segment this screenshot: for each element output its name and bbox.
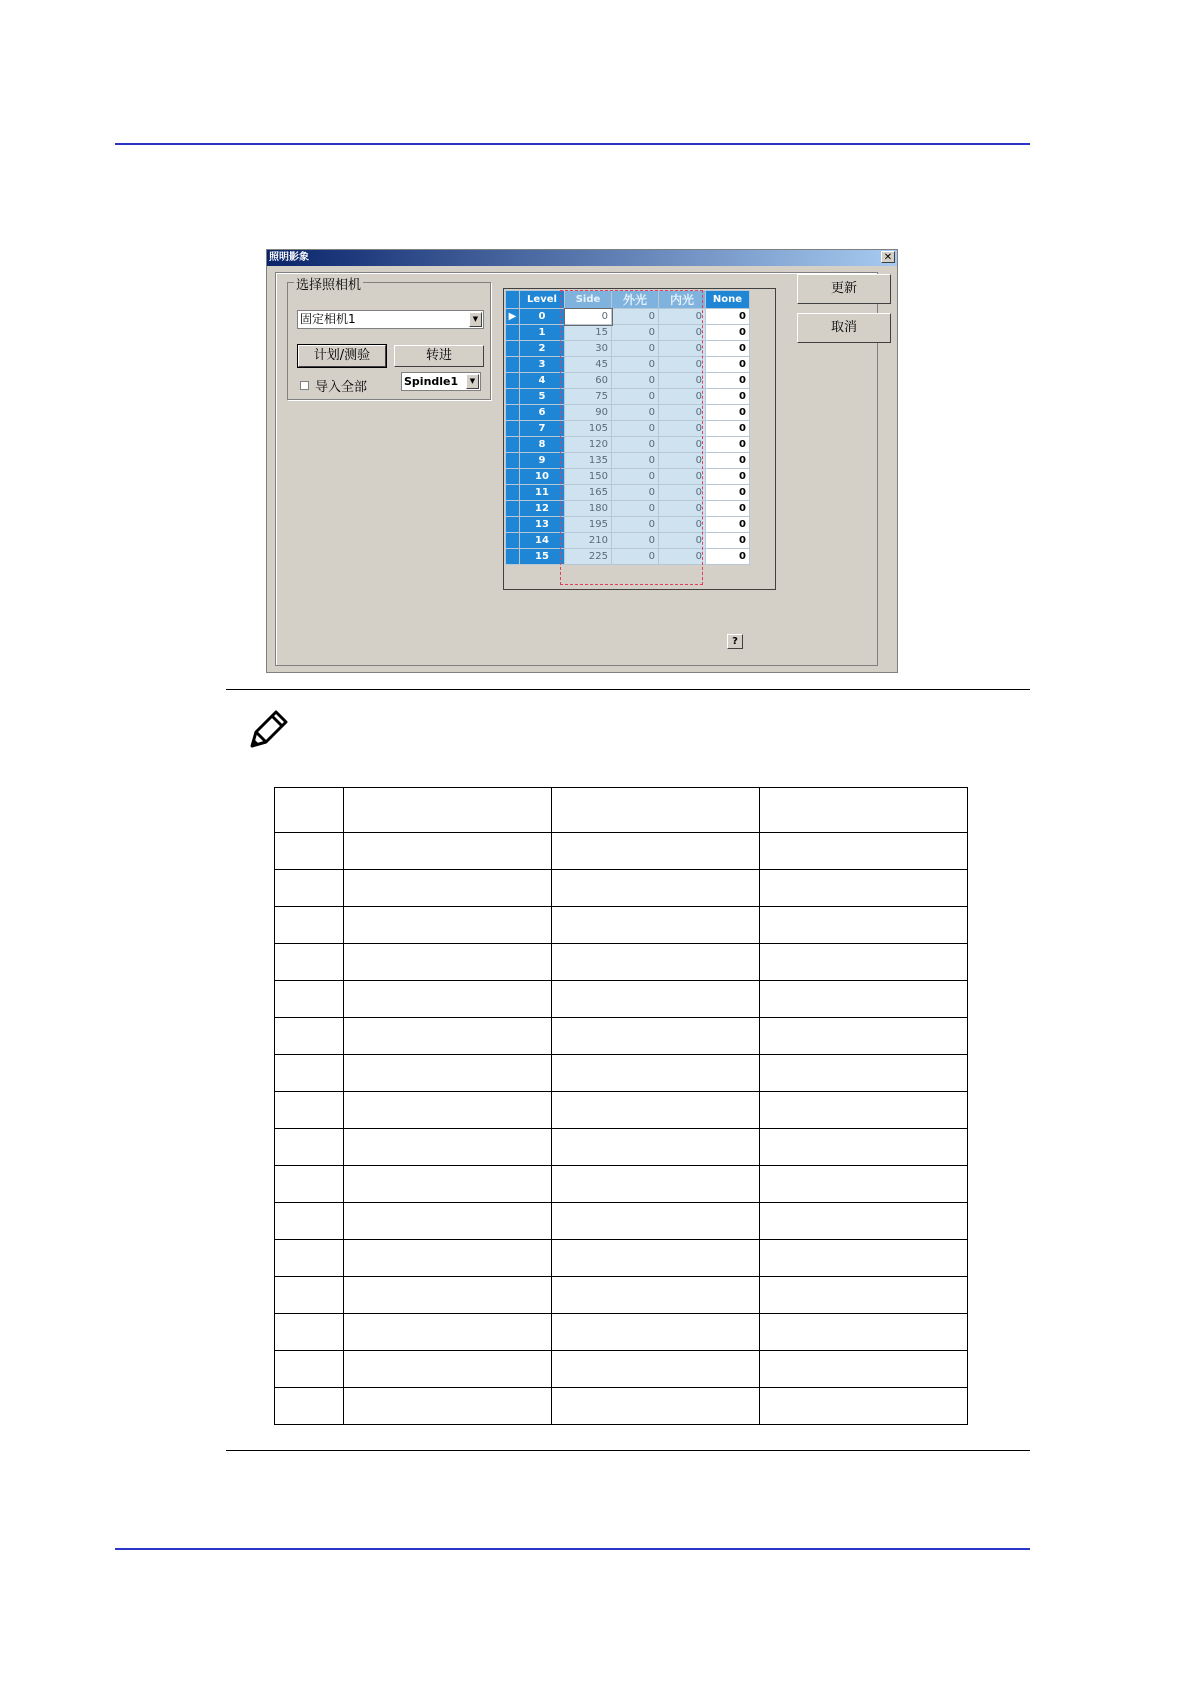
grid-cell-none[interactable]: 0 (706, 549, 750, 565)
blank-table-cell (552, 1203, 760, 1240)
grid-cell-outer-light[interactable]: 0 (612, 549, 659, 565)
blank-table-row (275, 1388, 968, 1425)
grid-cell-inner-light[interactable]: 0 (659, 469, 706, 485)
grid-cell-none[interactable]: 0 (706, 437, 750, 453)
row-indicator (506, 549, 520, 565)
grid-cell-inner-light[interactable]: 0 (659, 373, 706, 389)
blank-table-cell (760, 1240, 968, 1277)
grid-cell-none[interactable]: 0 (706, 453, 750, 469)
grid-cell-level: 11 (520, 485, 565, 501)
blank-table-cell (760, 1055, 968, 1092)
update-button[interactable]: 更新 (797, 274, 891, 304)
grid-cell-outer-light[interactable]: 0 (612, 501, 659, 517)
blank-table-row (275, 1018, 968, 1055)
blank-table-cell (344, 907, 552, 944)
chevron-down-icon[interactable]: ▼ (466, 374, 479, 389)
grid-cell-outer-light[interactable]: 0 (612, 485, 659, 501)
blank-table-cell (552, 1314, 760, 1351)
grid-row[interactable] (506, 485, 750, 501)
grid-cell-outer-light[interactable]: 0 (612, 405, 659, 421)
grid-cell-level: 10 (520, 469, 565, 485)
grid-cell-side[interactable]: 120 (565, 437, 612, 453)
blank-table-row (275, 1166, 968, 1203)
grid-cell-inner-light[interactable]: 0 (659, 309, 706, 325)
blank-table-cell (760, 788, 968, 833)
grid-cell-level: 8 (520, 437, 565, 453)
blank-table-cell (344, 833, 552, 870)
blank-table-cell (552, 981, 760, 1018)
blank-table-row (275, 1129, 968, 1166)
grid-cell-level: 0 (520, 309, 565, 325)
grid-cell-none[interactable]: 0 (706, 517, 750, 533)
grid-cell-outer-light[interactable]: 0 (612, 373, 659, 389)
blank-table-row (275, 870, 968, 907)
grid-cell-side[interactable]: 0 (565, 309, 612, 325)
blank-table-cell (275, 944, 344, 981)
blank-table-cell (552, 870, 760, 907)
blank-table-cell (552, 1388, 760, 1425)
row-indicator (506, 501, 520, 517)
grid-cell-inner-light[interactable]: 0 (659, 437, 706, 453)
blank-table-cell (760, 1129, 968, 1166)
grid-cell-level: 5 (520, 389, 565, 405)
grid-cell-none[interactable]: 0 (706, 389, 750, 405)
blank-table-cell (552, 833, 760, 870)
grid-cell-outer-light[interactable]: 0 (612, 517, 659, 533)
row-indicator (506, 357, 520, 373)
blank-table-cell (760, 1166, 968, 1203)
grid-cell-outer-light[interactable]: 0 (612, 469, 659, 485)
blank-table-cell (344, 1092, 552, 1129)
grid-cell-inner-light[interactable]: 0 (659, 405, 706, 421)
camera-select[interactable] (297, 310, 484, 329)
blank-table-cell (344, 1351, 552, 1388)
blank-table-cell (760, 1203, 968, 1240)
camera-select-value: 固定相机1 (300, 312, 356, 326)
blank-table-cell (275, 1166, 344, 1203)
grid-cell-none[interactable]: 0 (706, 341, 750, 357)
row-indicator (506, 341, 520, 357)
grid-cell-inner-light[interactable]: 0 (659, 453, 706, 469)
grid-cell-none[interactable]: 0 (706, 405, 750, 421)
blank-table-cell (552, 1092, 760, 1129)
plan-test-button[interactable]: 计划/测验 (298, 345, 386, 367)
grid-cell-level: 7 (520, 421, 565, 437)
blank-table-cell (760, 833, 968, 870)
blank-table-cell (552, 1240, 760, 1277)
grid-cell-level: 12 (520, 501, 565, 517)
grid-cell-side[interactable]: 210 (565, 533, 612, 549)
blank-table-cell (344, 981, 552, 1018)
row-indicator (506, 325, 520, 341)
grid-row[interactable] (506, 453, 750, 469)
grid-corner (506, 291, 520, 309)
blank-table-row (275, 1314, 968, 1351)
cancel-button[interactable]: 取消 (797, 313, 891, 343)
row-indicator (506, 389, 520, 405)
note-bottom-divider (226, 1450, 1030, 1451)
grid-cell-inner-light[interactable]: 0 (659, 549, 706, 565)
blank-table-cell (552, 1277, 760, 1314)
row-indicator (506, 533, 520, 549)
grid-cell-outer-light[interactable]: 0 (612, 533, 659, 549)
grid-cell-level: 9 (520, 453, 565, 469)
help-icon[interactable]: ? (727, 634, 743, 649)
blank-table-cell (760, 907, 968, 944)
grid-row[interactable] (506, 357, 750, 373)
blank-table-cell (552, 1055, 760, 1092)
row-indicator (506, 405, 520, 421)
grid-cell-level: 15 (520, 549, 565, 565)
blank-table-cell (275, 1351, 344, 1388)
grid-cell-outer-light[interactable]: 0 (612, 341, 659, 357)
blank-table-cell (344, 1055, 552, 1092)
grid-cell-side[interactable]: 180 (565, 501, 612, 517)
grid-row[interactable] (506, 517, 750, 533)
blank-table-cell (552, 944, 760, 981)
blank-table-cell (344, 788, 552, 833)
blank-table-cell (760, 944, 968, 981)
grid-cell-level: 3 (520, 357, 565, 373)
grid-cell-outer-light[interactable]: 0 (612, 437, 659, 453)
blank-table-cell (344, 1388, 552, 1425)
blank-table-row (275, 833, 968, 870)
row-indicator (506, 517, 520, 533)
grid-cell-inner-light[interactable]: 0 (659, 485, 706, 501)
blank-table-cell (275, 907, 344, 944)
grid-row[interactable] (506, 437, 750, 453)
grid-header-side[interactable]: Side (565, 291, 612, 309)
grid-cell-side[interactable]: 45 (565, 357, 612, 373)
note-top-divider (226, 689, 1030, 690)
lighting-grid (503, 288, 776, 590)
grid-cell-none[interactable]: 0 (706, 533, 750, 549)
blank-table-cell (275, 1055, 344, 1092)
grid-cell-side[interactable]: 150 (565, 469, 612, 485)
blank-table-cell (275, 1018, 344, 1055)
row-indicator (506, 437, 520, 453)
row-indicator: ▶ (506, 309, 520, 325)
row-indicator (506, 469, 520, 485)
grid-cell-none[interactable]: 0 (706, 373, 750, 389)
grid-cell-side[interactable]: 165 (565, 485, 612, 501)
grid-row[interactable] (506, 533, 750, 549)
blank-table-cell (275, 1388, 344, 1425)
blank-table-cell (275, 1277, 344, 1314)
blank-table-cell (275, 1240, 344, 1277)
grid-cell-inner-light[interactable]: 0 (659, 421, 706, 437)
blank-table-row (275, 981, 968, 1018)
blank-table-cell (275, 788, 344, 833)
blank-table-row (275, 944, 968, 981)
grid-header-row (506, 291, 750, 309)
dialog-titlebar (267, 250, 897, 266)
grid-cell-side[interactable]: 135 (565, 453, 612, 469)
blank-table-cell (760, 1351, 968, 1388)
blank-table-cell (344, 1277, 552, 1314)
blank-table-row (275, 1240, 968, 1277)
grid-cell-outer-light[interactable]: 0 (612, 309, 659, 325)
grid-cell-level: 2 (520, 341, 565, 357)
grid-header-level[interactable]: Level (520, 291, 565, 309)
blank-table-cell (344, 870, 552, 907)
grid-cell-inner-light[interactable]: 0 (659, 325, 706, 341)
grid-row[interactable] (506, 421, 750, 437)
spindle-select[interactable] (401, 372, 481, 391)
blank-table-cell (552, 1351, 760, 1388)
grid-cell-side[interactable]: 30 (565, 341, 612, 357)
close-icon[interactable]: ✕ (881, 251, 895, 263)
chevron-down-icon[interactable]: ▼ (469, 312, 482, 327)
row-indicator (506, 373, 520, 389)
blank-table-cell (344, 1166, 552, 1203)
blank-reference-table (274, 787, 968, 1425)
grid-row[interactable] (506, 373, 750, 389)
grid-row[interactable] (506, 309, 750, 325)
grid-row[interactable] (506, 501, 750, 517)
grid-cell-side[interactable]: 15 (565, 325, 612, 341)
blank-table-cell (760, 1018, 968, 1055)
blank-table-row (275, 1203, 968, 1240)
blank-table-row (275, 1055, 968, 1092)
grid-cell-outer-light[interactable]: 0 (612, 325, 659, 341)
row-indicator (506, 421, 520, 437)
dialog-title: 照明影象 (269, 252, 309, 263)
grid-cell-level: 13 (520, 517, 565, 533)
blank-table-cell (552, 1129, 760, 1166)
blank-table-cell (760, 1277, 968, 1314)
grid-cell-inner-light[interactable]: 0 (659, 389, 706, 405)
grid-cell-outer-light[interactable]: 0 (612, 453, 659, 469)
grid-cell-side[interactable]: 105 (565, 421, 612, 437)
grid-cell-level: 4 (520, 373, 565, 389)
grid-row[interactable] (506, 325, 750, 341)
blank-table-row (275, 1351, 968, 1388)
blank-table-cell (275, 1129, 344, 1166)
blank-table-cell (344, 1203, 552, 1240)
blank-table-cell (344, 1129, 552, 1166)
blank-table-cell (275, 870, 344, 907)
blank-table-cell (275, 1092, 344, 1129)
top-rule (115, 143, 1030, 145)
bottom-rule (115, 1548, 1030, 1550)
grid-cell-outer-light[interactable]: 0 (612, 421, 659, 437)
blank-table-cell (760, 1092, 968, 1129)
row-indicator (506, 485, 520, 501)
import-all-label: 导入全部 (315, 380, 368, 395)
blank-table-cell (344, 1314, 552, 1351)
blank-table-cell (760, 981, 968, 1018)
blank-table-row (275, 1277, 968, 1314)
grid-cell-outer-light[interactable]: 0 (612, 389, 659, 405)
grid-row[interactable] (506, 405, 750, 421)
grid-cell-side[interactable]: 60 (565, 373, 612, 389)
blank-table-cell (275, 1314, 344, 1351)
pencil-note-icon (246, 706, 292, 754)
blank-table-row (275, 1092, 968, 1129)
grid-cell-inner-light[interactable]: 0 (659, 357, 706, 373)
grid-header-outer-light[interactable]: 外光 (612, 291, 659, 309)
grid-header-none[interactable]: None (706, 291, 750, 309)
blank-table-cell (552, 907, 760, 944)
grid-cell-none[interactable]: 0 (706, 309, 750, 325)
blank-table-cell (552, 1018, 760, 1055)
grid-cell-none[interactable]: 0 (706, 421, 750, 437)
blank-table-cell (275, 833, 344, 870)
grid-cell-level: 14 (520, 533, 565, 549)
grid-cell-none[interactable]: 0 (706, 501, 750, 517)
grid-body (506, 309, 750, 565)
camera-group-label: 选择照相机 (294, 274, 363, 293)
grid-row[interactable] (506, 549, 750, 565)
grid-cell-level: 6 (520, 405, 565, 421)
grid-row[interactable] (506, 389, 750, 405)
grid-row[interactable] (506, 341, 750, 357)
blank-table-cell (552, 788, 760, 833)
spindle-select-value: Spindle1 (404, 375, 459, 388)
grid-cell-side[interactable]: 90 (565, 405, 612, 421)
grid-cell-none[interactable]: 0 (706, 469, 750, 485)
blank-table-cell (760, 1314, 968, 1351)
blank-table-cell (275, 1203, 344, 1240)
blank-table-cell (344, 1240, 552, 1277)
grid-cell-side[interactable]: 225 (565, 549, 612, 565)
blank-table-cell (344, 944, 552, 981)
grid-cell-inner-light[interactable]: 0 (659, 341, 706, 357)
grid-cell-inner-light[interactable]: 0 (659, 517, 706, 533)
grid-cell-none[interactable]: 0 (706, 485, 750, 501)
blank-table-row (275, 907, 968, 944)
blank-table-cell (344, 1018, 552, 1055)
grid-cell-side[interactable]: 75 (565, 389, 612, 405)
grid-row[interactable] (506, 469, 750, 485)
import-all-checkbox[interactable] (300, 381, 309, 390)
blank-table-cell (760, 870, 968, 907)
grid-cell-outer-light[interactable]: 0 (612, 357, 659, 373)
blank-table-cell (275, 981, 344, 1018)
grid-cell-inner-light[interactable]: 0 (659, 533, 706, 549)
grid-cell-none[interactable]: 0 (706, 357, 750, 373)
lighting-image-dialog (266, 249, 898, 673)
grid-cell-none[interactable]: 0 (706, 325, 750, 341)
forward-button[interactable]: 转进 (394, 345, 484, 367)
grid-cell-side[interactable]: 195 (565, 517, 612, 533)
grid-cell-inner-light[interactable]: 0 (659, 501, 706, 517)
grid-header-inner-light[interactable]: 内光 (659, 291, 706, 309)
lighting-table (505, 290, 750, 565)
row-indicator (506, 453, 520, 469)
grid-cell-level: 1 (520, 325, 565, 341)
blank-table-header-row (275, 788, 968, 833)
blank-table-cell (760, 1388, 968, 1425)
blank-table-cell (552, 1166, 760, 1203)
